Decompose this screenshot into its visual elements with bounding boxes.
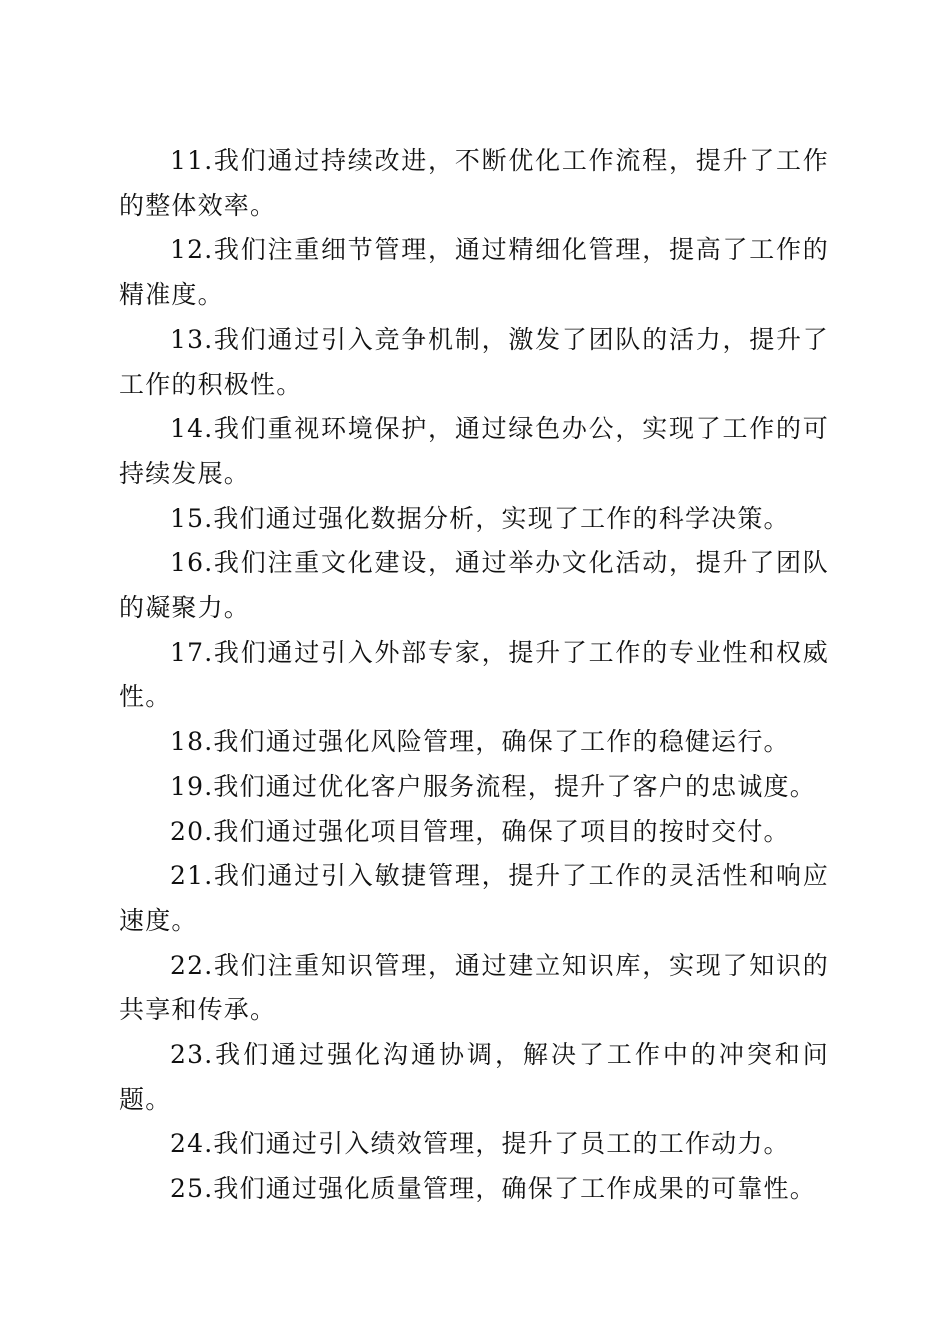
paragraph-item-21: 21.我们通过引入敏捷管理，提升了工作的灵活性和响应速度。 xyxy=(119,861,829,935)
paragraph-item-24: 24.我们通过引入绩效管理，提升了员工的工作动力。 xyxy=(170,1129,790,1159)
paragraph-item-15: 15.我们通过强化数据分析，实现了工作的科学决策。 xyxy=(170,503,790,533)
paragraph-item-25: 25.我们通过强化质量管理，确保了工作成果的可靠性。 xyxy=(170,1174,816,1204)
paragraph-item-17: 17.我们通过引入外部专家，提升了工作的专业性和权威性。 xyxy=(119,637,829,712)
paragraph-item-22: 22.我们注重知识管理，通过建立知识库，实现了知识的共享和传承。 xyxy=(119,950,829,1025)
paragraph-item-12: 12.我们注重细节管理，通过精细化管理，提高了工作的精准度。 xyxy=(119,235,829,310)
paragraph-item-14: 14.我们重视环境保护，通过绿色办公，实现了工作的可持续发展。 xyxy=(119,414,829,488)
paragraph-item-20: 20.我们通过强化项目管理，确保了项目的按时交付。 xyxy=(170,816,790,846)
paragraph-item-11: 11.我们通过持续改进，不断优化工作流程，提升了工作的整体效率。 xyxy=(119,146,829,220)
paragraph-item-19: 19.我们通过优化客户服务流程，提升了客户的忠诚度。 xyxy=(170,771,816,801)
document-body xyxy=(119,139,829,1212)
paragraph-item-23: 23.我们通过强化沟通协调，解决了工作中的冲突和问题。 xyxy=(119,1040,829,1114)
paragraph-item-16: 16.我们注重文化建设，通过举办文化活动，提升了团队的凝聚力。 xyxy=(119,548,829,623)
paragraph-item-13: 13.我们通过引入竞争机制，激发了团队的活力，提升了工作的积极性。 xyxy=(119,324,829,399)
paragraph-item-18: 18.我们通过强化风险管理，确保了工作的稳健运行。 xyxy=(170,727,790,757)
